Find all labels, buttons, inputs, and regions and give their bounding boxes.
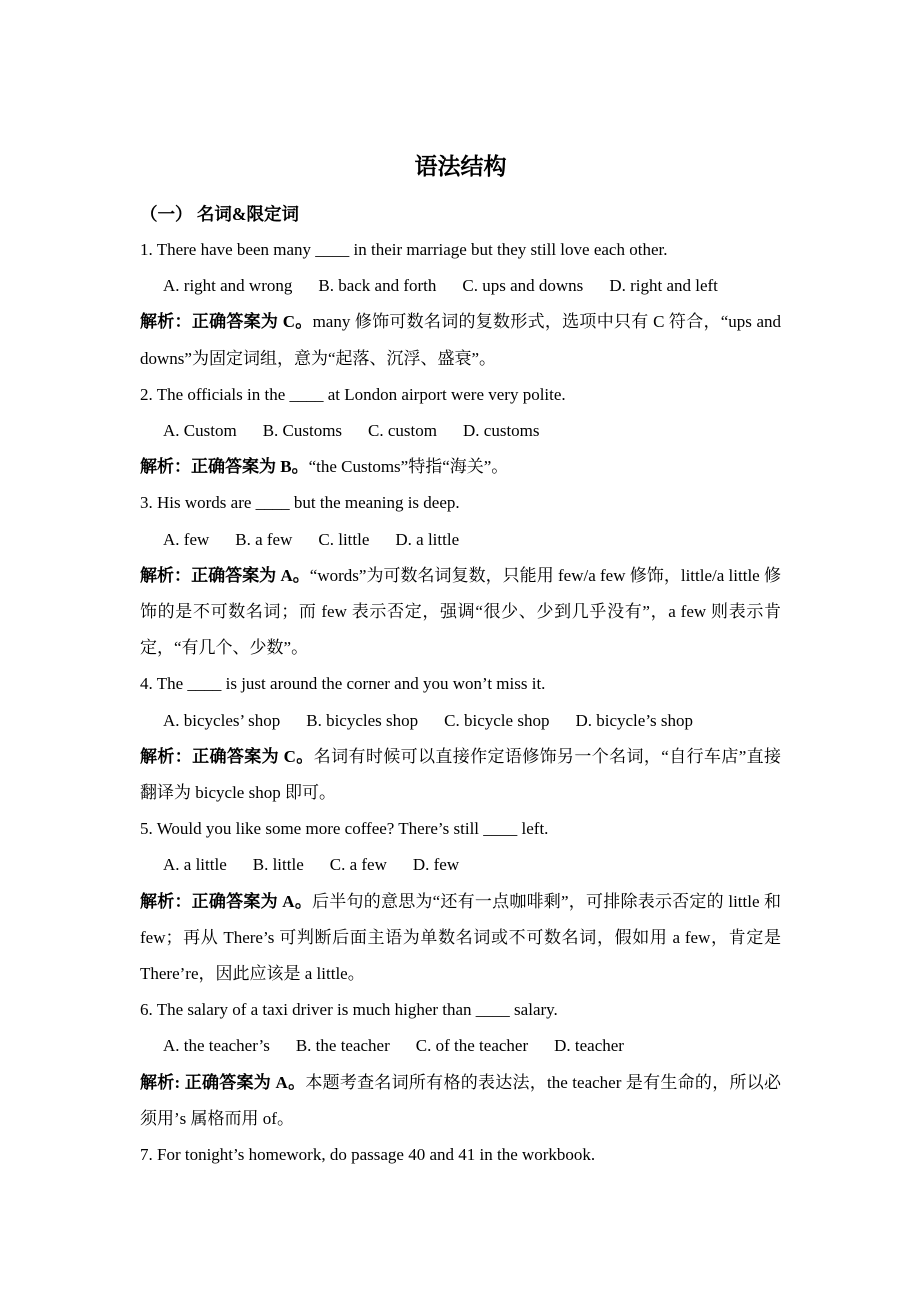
question-block — [140, 1137, 781, 1173]
option-item: C. a few — [329, 855, 387, 875]
question-block — [140, 992, 781, 1137]
option-item: A. few — [163, 529, 210, 549]
option-item: D. right and left — [609, 276, 718, 296]
question-options — [140, 1028, 781, 1064]
analysis-explanation: “words”为可数名词复数，只能用 few/a few 修饰，little/a little 修饰的是不可数名词；而 few 表示否定，强调“很少、少到几乎没有”，a few 则表示肯定，“有几个、少数”。 — [140, 565, 781, 658]
option-item: C. ups and downs — [462, 276, 584, 296]
question-options — [140, 268, 781, 304]
option-item: A. right and wrong — [163, 276, 293, 296]
option-item: D. customs — [463, 421, 540, 441]
option-item: D. a little — [395, 529, 460, 549]
option-item: C. custom — [368, 421, 437, 441]
question-options — [140, 847, 781, 883]
question-options — [140, 522, 781, 558]
option-item: C. bicycle shop — [444, 710, 550, 730]
question-stem: 2. The officials in the ____ at London airport were very polite. — [140, 384, 566, 404]
analysis-explanation: 本题考查名词所有格的表达法，the teacher 是有生命的，所以必须用’s 属格而用 of。 — [140, 1072, 781, 1128]
question-analysis — [140, 449, 781, 485]
question-block — [140, 485, 781, 666]
question-analysis — [140, 1065, 781, 1137]
analysis-answer-label: 解析：正确答案为 C。 — [140, 312, 313, 332]
analysis-answer-label: 解析：正确答案为 B。 — [140, 457, 309, 477]
option-item: B. Customs — [262, 421, 343, 441]
option-item: A. the teacher’s — [163, 1036, 270, 1056]
option-item: D. teacher — [554, 1036, 624, 1056]
question-stem: 7. For tonight’s homework, do passage 40 and 41 in the workbook. — [140, 1145, 596, 1165]
section-heading: （一） 名词&限定词 — [140, 204, 299, 224]
question-block — [140, 232, 781, 377]
question-block — [140, 377, 781, 486]
question-block — [140, 811, 781, 992]
question-stem: 6. The salary of a taxi driver is much higher than ____ salary. — [140, 1000, 558, 1020]
question-analysis — [140, 304, 781, 376]
question-stem: 5. Would you like some more coffee? There’s still ____ left. — [140, 819, 549, 839]
option-item: B. the teacher — [295, 1036, 390, 1056]
analysis-explanation: “the Customs”特指“海关”。 — [308, 457, 509, 477]
analysis-answer-label: 解析：正确答案为 C。 — [140, 746, 314, 766]
option-item: B. a few — [235, 529, 293, 549]
option-item: C. of the teacher — [415, 1036, 529, 1056]
question-analysis — [140, 558, 781, 667]
question-options — [140, 703, 781, 739]
analysis-answer-label: 解析: 正确答案为 A。 — [140, 1072, 306, 1092]
analysis-answer-label: 解析：正确答案为 A。 — [140, 891, 313, 911]
question-block — [140, 666, 781, 811]
question-list — [140, 232, 781, 1173]
question-stem: 1. There have been many ____ in their marriage but they still love each other. — [140, 240, 668, 259]
question-stem: 4. The ____ is just around the corner and you won’t miss it. — [140, 674, 546, 694]
option-item: B. back and forth — [318, 276, 437, 296]
option-item: A. bicycles’ shop — [163, 710, 281, 730]
document-title: 语法结构 — [414, 154, 507, 179]
question-analysis — [140, 739, 781, 811]
option-item: B. little — [252, 855, 304, 875]
option-item: A. Custom — [163, 421, 237, 441]
analysis-answer-label: 解析：正确答案为 A。 — [140, 565, 310, 585]
analysis-explanation: many 修饰可数名词的复数形式，选项中只有 C 符合，“ups and downs”为固定词组，意为“起落、沉浮、盛衰”。 — [140, 312, 781, 368]
option-item: D. bicycle’s shop — [575, 710, 694, 730]
question-options — [140, 413, 781, 449]
analysis-explanation: 后半句的意思为“还有一点咖啡剩”，可排除表示否定的 little 和 few；再从 There’s 可判断后面主语为单数名词或不可数名词，假如用 a few，肯定是 There’re，因此应该是 a little。 — [140, 891, 781, 984]
question-stem: 3. His words are ____ but the meaning is deep. — [140, 493, 460, 513]
question-analysis — [140, 884, 781, 993]
option-item: B. bicycles shop — [306, 710, 419, 730]
option-item: D. few — [412, 855, 460, 875]
analysis-explanation: 名词有时候可以直接作定语修饰另一个名词，“自行车店”直接翻译为 bicycle shop 即可。 — [140, 746, 782, 803]
option-item: C. little — [318, 529, 370, 549]
option-item: A. a little — [163, 855, 227, 875]
